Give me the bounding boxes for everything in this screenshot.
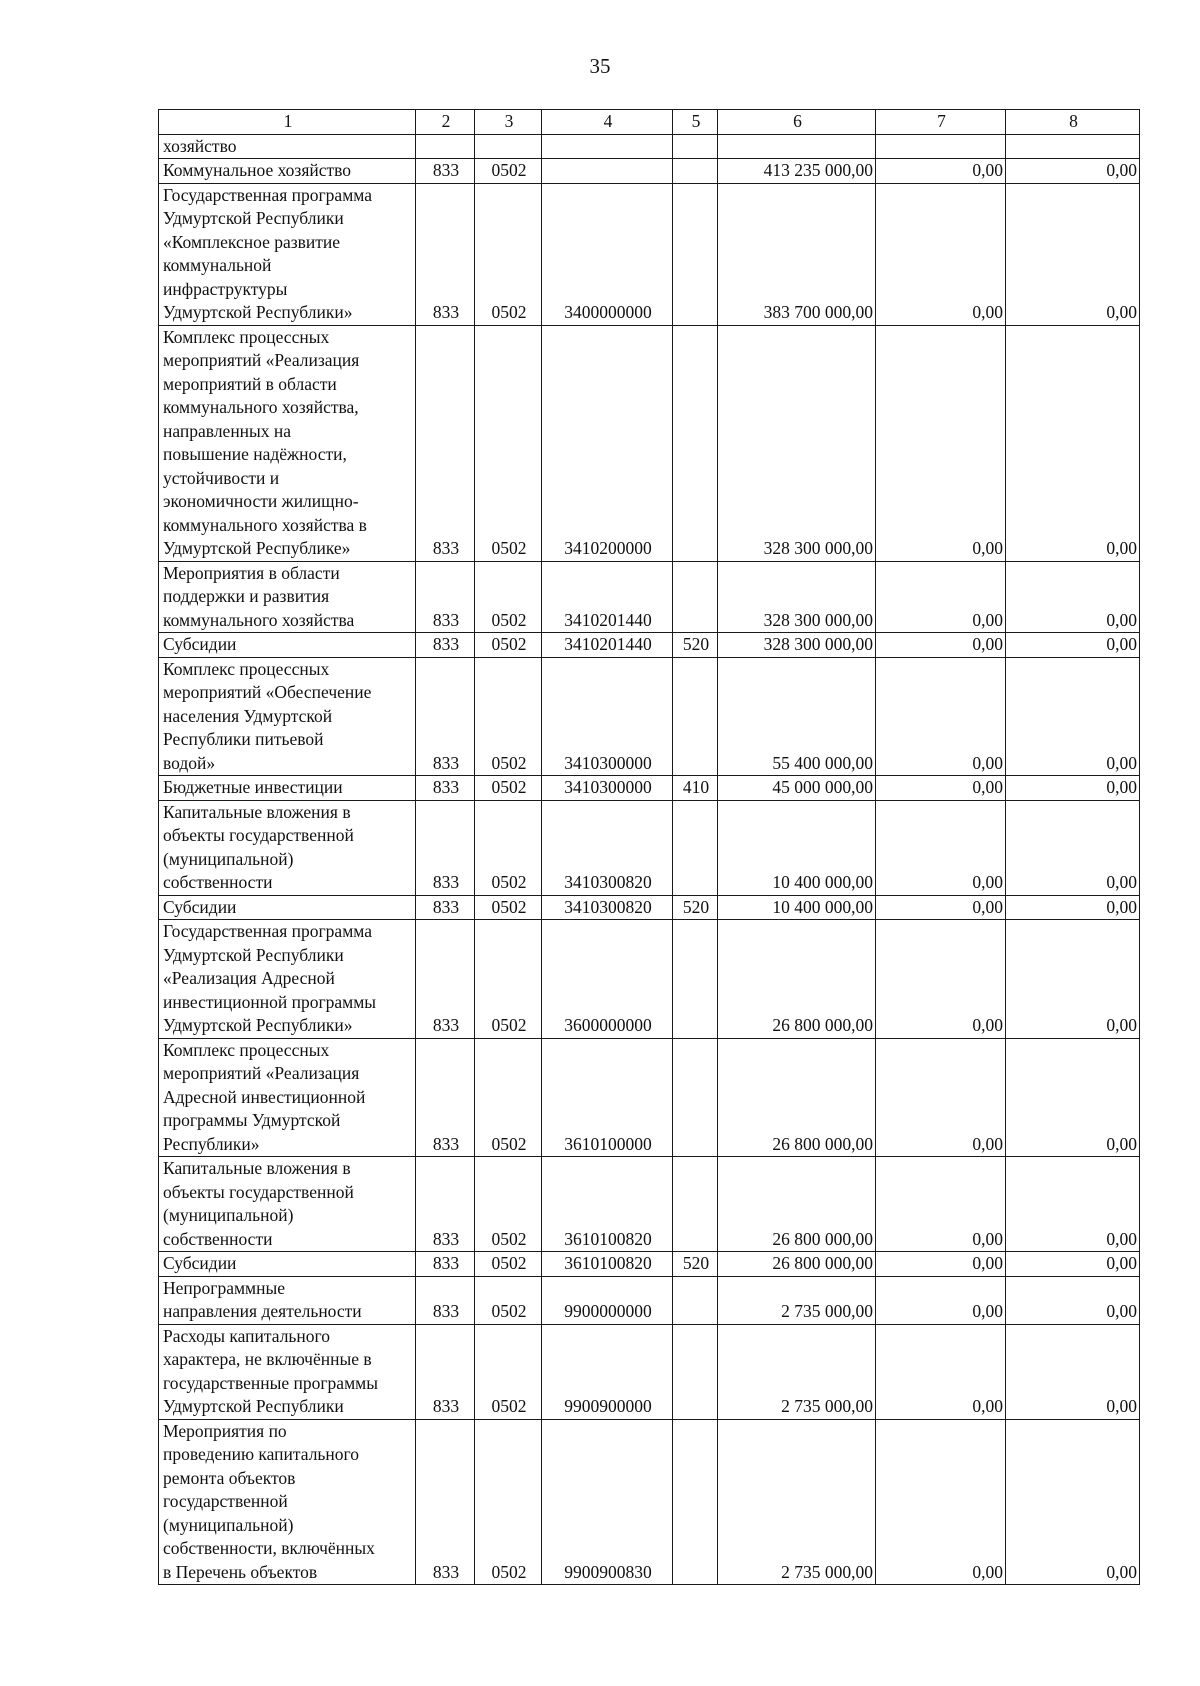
cell-target-article: 9900000000 — [542, 1276, 673, 1324]
cell-expense-type — [673, 657, 718, 776]
cell-section-code: 0502 — [475, 183, 542, 325]
table-row — [159, 1276, 1140, 1324]
cell-amount: 0,00 — [876, 776, 1006, 801]
cell-amount: 26 800 000,00 — [718, 1038, 876, 1157]
cell-name: Расходы капитального характера, не включённые в государственные программы Удмуртской Республики — [159, 1324, 416, 1419]
cell-amount: 0,00 — [876, 1419, 1006, 1585]
cell-section-code: 0502 — [475, 159, 542, 184]
cell-section-code — [475, 134, 542, 159]
cell-amount: 0,00 — [876, 1324, 1006, 1419]
cell-expense-type — [673, 1419, 718, 1585]
cell-name: Комплекс процессных мероприятий «Реализация Адресной инвестиционной программы Удмуртской Республики» — [159, 1038, 416, 1157]
cell-ministry-code: 833 — [416, 1157, 475, 1252]
cell-name: Коммунальное хозяйство — [159, 159, 416, 184]
cell-ministry-code: 833 — [416, 1038, 475, 1157]
cell-target-article: 3410300820 — [542, 800, 673, 895]
table-row — [159, 325, 1140, 561]
cell-section-code: 0502 — [475, 895, 542, 920]
column-header: 1 — [159, 110, 416, 135]
cell-expense-type — [673, 1038, 718, 1157]
cell-name: Государственная программа Удмуртской Республики «Реализация Адресной инвестиционной программы Удмуртской Республики» — [159, 920, 416, 1039]
table-row — [159, 561, 1140, 633]
cell-amount: 45 000 000,00 — [718, 776, 876, 801]
cell-ministry-code: 833 — [416, 159, 475, 184]
cell-name: Комплекс процессных мероприятий «Реализация мероприятий в области коммунального хозяйства, направленных на повышение надёжности, устойчивости и экономичности жилищно- коммунального хозяйства в Удмуртской Республике» — [159, 325, 416, 561]
cell-amount: 0,00 — [1006, 1324, 1140, 1419]
cell-ministry-code: 833 — [416, 776, 475, 801]
cell-name: хозяйство — [159, 134, 416, 159]
cell-amount: 0,00 — [1006, 895, 1140, 920]
cell-amount: 0,00 — [1006, 561, 1140, 633]
cell-amount: 55 400 000,00 — [718, 657, 876, 776]
cell-expense-type — [673, 561, 718, 633]
cell-expense-type: 520 — [673, 895, 718, 920]
cell-name: Субсидии — [159, 1252, 416, 1277]
cell-amount: 328 300 000,00 — [718, 325, 876, 561]
cell-section-code: 0502 — [475, 1419, 542, 1585]
cell-target-article: 3410201440 — [542, 633, 673, 658]
cell-name: Капитальные вложения в объекты государственной (муниципальной) собственности — [159, 800, 416, 895]
table-row — [159, 1419, 1140, 1585]
cell-amount: 0,00 — [1006, 657, 1140, 776]
cell-ministry-code — [416, 134, 475, 159]
cell-amount: 26 800 000,00 — [718, 1157, 876, 1252]
cell-name: Мероприятия в области поддержки и развития коммунального хозяйства — [159, 561, 416, 633]
cell-ministry-code: 833 — [416, 1252, 475, 1277]
cell-amount: 0,00 — [876, 1038, 1006, 1157]
cell-amount: 0,00 — [876, 183, 1006, 325]
cell-amount: 0,00 — [876, 633, 1006, 658]
cell-target-article: 3610100000 — [542, 1038, 673, 1157]
cell-amount: 0,00 — [876, 1252, 1006, 1277]
cell-ministry-code: 833 — [416, 325, 475, 561]
cell-section-code: 0502 — [475, 1038, 542, 1157]
table-row — [159, 633, 1140, 658]
cell-target-article: 3410300820 — [542, 895, 673, 920]
cell-amount: 0,00 — [1006, 776, 1140, 801]
column-header: 4 — [542, 110, 673, 135]
cell-target-article — [542, 159, 673, 184]
cell-target-article — [542, 134, 673, 159]
cell-ministry-code: 833 — [416, 920, 475, 1039]
cell-amount: 0,00 — [876, 1276, 1006, 1324]
cell-target-article: 9900900000 — [542, 1324, 673, 1419]
cell-amount: 0,00 — [876, 1157, 1006, 1252]
cell-amount: 0,00 — [1006, 1419, 1140, 1585]
cell-amount: 0,00 — [876, 561, 1006, 633]
table-row — [159, 800, 1140, 895]
cell-expense-type — [673, 1324, 718, 1419]
cell-amount: 0,00 — [1006, 800, 1140, 895]
table-row — [159, 159, 1140, 184]
cell-amount: 2 735 000,00 — [718, 1276, 876, 1324]
cell-amount: 328 300 000,00 — [718, 633, 876, 658]
cell-target-article: 3410200000 — [542, 325, 673, 561]
cell-target-article: 9900900830 — [542, 1419, 673, 1585]
table-row — [159, 1038, 1140, 1157]
cell-amount: 0,00 — [876, 657, 1006, 776]
cell-amount: 2 735 000,00 — [718, 1324, 876, 1419]
cell-target-article: 3410201440 — [542, 561, 673, 633]
cell-section-code: 0502 — [475, 920, 542, 1039]
cell-amount: 0,00 — [1006, 183, 1140, 325]
cell-amount: 10 400 000,00 — [718, 800, 876, 895]
table-row — [159, 920, 1140, 1039]
column-header: 5 — [673, 110, 718, 135]
table-row — [159, 1157, 1140, 1252]
cell-amount: 2 735 000,00 — [718, 1419, 876, 1585]
cell-amount — [718, 134, 876, 159]
cell-amount: 0,00 — [1006, 1038, 1140, 1157]
cell-ministry-code: 833 — [416, 1324, 475, 1419]
cell-amount: 328 300 000,00 — [718, 561, 876, 633]
cell-name: Субсидии — [159, 633, 416, 658]
cell-expense-type — [673, 1276, 718, 1324]
cell-expense-type: 520 — [673, 1252, 718, 1277]
cell-amount: 0,00 — [1006, 1276, 1140, 1324]
table-row — [159, 657, 1140, 776]
cell-section-code: 0502 — [475, 561, 542, 633]
cell-ministry-code: 833 — [416, 657, 475, 776]
cell-name: Государственная программа Удмуртской Республики «Комплексное развитие коммунальной инфраструктуры Удмуртской Республики» — [159, 183, 416, 325]
cell-amount — [876, 134, 1006, 159]
cell-expense-type — [673, 800, 718, 895]
table-row — [159, 134, 1140, 159]
column-header: 6 — [718, 110, 876, 135]
table-row — [159, 895, 1140, 920]
cell-section-code: 0502 — [475, 1324, 542, 1419]
cell-section-code: 0502 — [475, 633, 542, 658]
cell-ministry-code: 833 — [416, 1276, 475, 1324]
cell-section-code: 0502 — [475, 325, 542, 561]
cell-name: Мероприятия по проведению капитального ремонта объектов государственной (муниципальной) собственности, включённых в Перечень объектов — [159, 1419, 416, 1585]
cell-section-code: 0502 — [475, 1252, 542, 1277]
cell-expense-type — [673, 134, 718, 159]
cell-amount: 0,00 — [876, 159, 1006, 184]
column-header: 7 — [876, 110, 1006, 135]
cell-amount: 0,00 — [876, 920, 1006, 1039]
cell-target-article: 3610100820 — [542, 1157, 673, 1252]
cell-target-article: 3410300000 — [542, 776, 673, 801]
column-header: 3 — [475, 110, 542, 135]
cell-amount — [1006, 134, 1140, 159]
cell-section-code: 0502 — [475, 657, 542, 776]
cell-ministry-code: 833 — [416, 561, 475, 633]
cell-ministry-code: 833 — [416, 633, 475, 658]
table-row — [159, 776, 1140, 801]
page-number: 35 — [589, 54, 611, 78]
cell-name: Комплекс процессных мероприятий «Обеспечение населения Удмуртской Республики питьевой водой» — [159, 657, 416, 776]
cell-name: Капитальные вложения в объекты государственной (муниципальной) собственности — [159, 1157, 416, 1252]
cell-amount: 413 235 000,00 — [718, 159, 876, 184]
cell-expense-type — [673, 159, 718, 184]
cell-expense-type — [673, 920, 718, 1039]
cell-target-article: 3600000000 — [542, 920, 673, 1039]
cell-target-article: 3610100820 — [542, 1252, 673, 1277]
cell-target-article: 3410300000 — [542, 657, 673, 776]
cell-target-article: 3400000000 — [542, 183, 673, 325]
cell-amount: 0,00 — [1006, 633, 1140, 658]
table-body — [159, 134, 1140, 1585]
cell-expense-type: 410 — [673, 776, 718, 801]
cell-expense-type — [673, 325, 718, 561]
cell-amount: 0,00 — [1006, 1252, 1140, 1277]
cell-amount: 0,00 — [1006, 325, 1140, 561]
table-row — [159, 1252, 1140, 1277]
cell-amount: 0,00 — [876, 325, 1006, 561]
cell-amount: 26 800 000,00 — [718, 920, 876, 1039]
cell-name: Бюджетные инвестиции — [159, 776, 416, 801]
cell-amount: 0,00 — [1006, 1157, 1140, 1252]
cell-amount: 0,00 — [876, 800, 1006, 895]
cell-amount: 0,00 — [876, 895, 1006, 920]
cell-amount: 383 700 000,00 — [718, 183, 876, 325]
cell-expense-type: 520 — [673, 633, 718, 658]
cell-ministry-code: 833 — [416, 1419, 475, 1585]
cell-ministry-code: 833 — [416, 895, 475, 920]
cell-amount: 10 400 000,00 — [718, 895, 876, 920]
cell-expense-type — [673, 183, 718, 325]
cell-ministry-code: 833 — [416, 800, 475, 895]
table-row — [159, 183, 1140, 325]
cell-name: Непрограммные направления деятельности — [159, 1276, 416, 1324]
budget-table — [158, 109, 1140, 1585]
table-row — [159, 1324, 1140, 1419]
column-header: 2 — [416, 110, 475, 135]
cell-amount: 0,00 — [1006, 920, 1140, 1039]
cell-section-code: 0502 — [475, 776, 542, 801]
cell-amount: 0,00 — [1006, 159, 1140, 184]
cell-name: Субсидии — [159, 895, 416, 920]
cell-section-code: 0502 — [475, 800, 542, 895]
cell-expense-type — [673, 1157, 718, 1252]
header-row — [159, 110, 1140, 135]
cell-ministry-code: 833 — [416, 183, 475, 325]
cell-amount: 26 800 000,00 — [718, 1252, 876, 1277]
cell-section-code: 0502 — [475, 1276, 542, 1324]
cell-section-code: 0502 — [475, 1157, 542, 1252]
column-header: 8 — [1006, 110, 1140, 135]
